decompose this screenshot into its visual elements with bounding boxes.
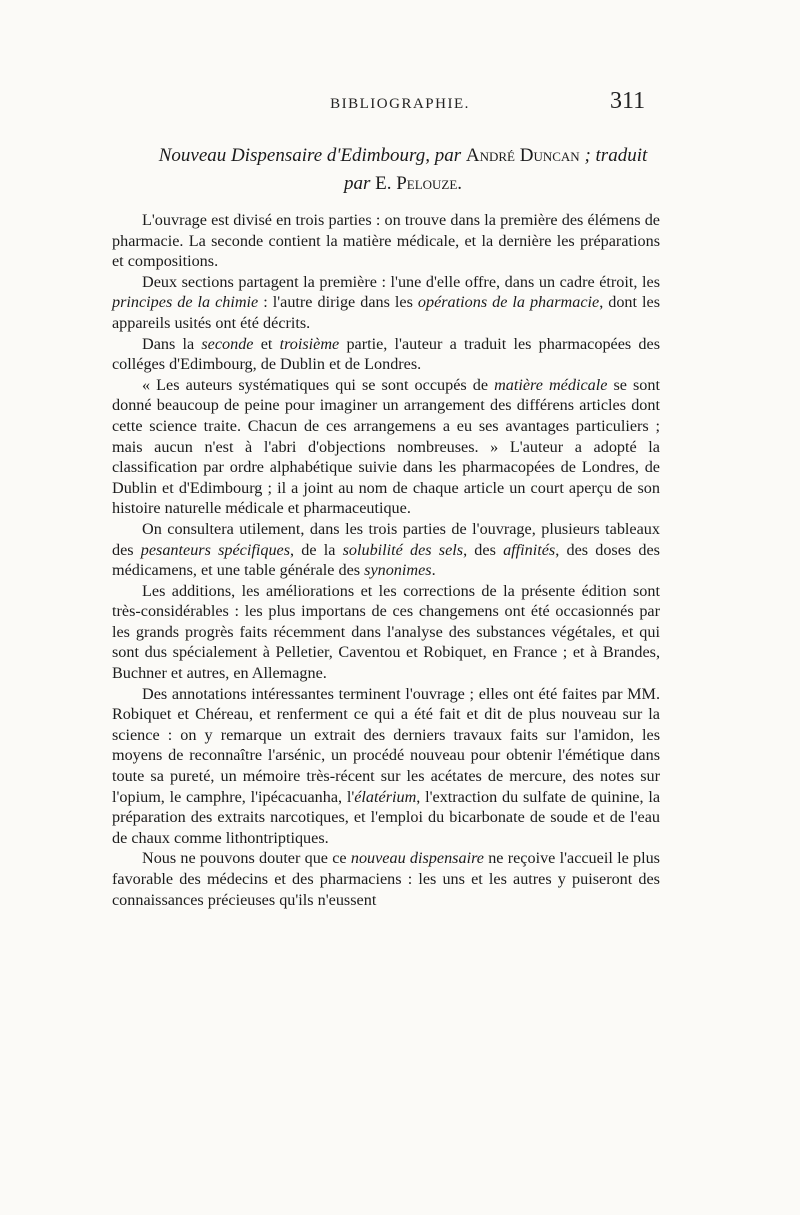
paragraph-3 (112, 334, 660, 375)
title-line-2 (108, 170, 698, 198)
paragraph-text: , dont les appareils usités ont été décrits. (112, 293, 660, 332)
title-line-1 (108, 142, 698, 170)
italic-term: opérations de la pharmacie (417, 293, 600, 312)
paragraph-text: , de la (290, 540, 343, 559)
paragraph-text: « Les auteurs systématiques qui se sont occupés de (142, 375, 495, 394)
paragraph-text: Deux sections partagent la première : l'une d'elle offre, dans un cadre étroit, les (142, 272, 660, 291)
paragraph-5 (112, 519, 660, 581)
title-par: par (343, 173, 376, 194)
article-title (108, 142, 698, 198)
italic-term: synonimes (364, 561, 432, 580)
paragraph-6 (112, 581, 660, 684)
paragraph-text: , l'extraction du sulfate de quinine, la préparation des extraits narcotiques, et l'emploi du bicarbonate de soude et de l'eau de chaux comme lithontriptiques. (112, 787, 660, 847)
paragraph-8 (112, 848, 660, 910)
italic-term: troisième (279, 334, 340, 353)
paragraph-text: , des (463, 540, 504, 559)
paragraph-2 (112, 272, 660, 334)
italic-term: élatérium (354, 787, 417, 806)
paragraph-1 (112, 210, 660, 272)
italic-term: solubilité des sels (342, 540, 464, 559)
running-head: BIBLIOGRAPHIE. (330, 96, 470, 112)
paragraph-text: Nous ne pouvons douter que ce (142, 849, 351, 868)
paragraph-text: Des annotations intéressantes terminent l'ouvrage ; elles ont été faites par MM. Robiquet et Chéreau, et renferment ce qui a été fait et dit de plus nouveau sur la science : on y remarque un extrait des derniers travaux faits sur l'amidon, les moyens de reconnaître l'arsénic, un procédé nouveau pour obtenir l'émétique dans toute sa pureté, un mémoire très-récent sur les acétates de mercure, des notes sur l'opium, le camphre, l'ipécacuanha, l' (112, 684, 660, 806)
page-number: 311 (610, 88, 646, 114)
paragraph-text: Les additions, les améliorations et les corrections de la présente édition sont très-considérables : les plus importans de ces changemens ont été occasionnés par les grands progrès faits récemment dans l'analyse des substances végétales, et qui sont dus spécialement à Pelletier, Caventou et Robiquet, en France ; et à Brandes, Buchner et autres, en Allemagne. (112, 581, 660, 683)
article-body (112, 210, 660, 910)
italic-term: affinités (503, 540, 556, 559)
italic-term: principes de la chimie (112, 293, 259, 312)
title-text: Nouveau Dispensaire d'Edimbourg, par (158, 145, 466, 166)
paragraph-text: et (253, 334, 280, 353)
paragraph-text: se sont donné beaucoup de peine pour imaginer un arrangement des différens articles dont cette science traite. Chacun de ces arrangemens a eu ses avantages particuliers ; mais aucun n'est à l'abri d'objections nombreuses. » L'auteur a adopté la classification par ordre alphabétique suivie dans les pharmacopées de Londres, de Dublin et d'Edimbourg ; il a joint au nom de chaque article un court aperçu de son histoire naturelle médicale et pharmaceutique. (112, 375, 660, 518)
italic-term: pesanteurs spécifiques (140, 540, 291, 559)
italic-term: matière médicale (494, 375, 608, 394)
title-translator: E. Pelouze. (375, 173, 463, 194)
italic-term: nouveau dispensaire (350, 849, 484, 868)
paragraph-text: partie, l'auteur a traduit les pharmacopées des colléges d'Edimbourg, de Dublin et de Londres. (112, 334, 660, 374)
paragraph-text: ne reçoive l'accueil le plus favorable des médecins et des pharmaciens : les uns et les autres y puiseront des connaissances précieuses qu'ils n'eussent (112, 849, 660, 909)
paragraph-text: . (431, 561, 436, 580)
italic-term: seconde (201, 334, 254, 353)
paragraph-4 (112, 375, 660, 519)
paragraph-text: On consultera utilement, dans les trois parties de l'ouvrage, plusieurs tableaux des (112, 519, 660, 559)
paragraph-text: , des doses des médicamens, et une table générale des (112, 540, 660, 580)
title-text-traduit: ; traduit (579, 145, 648, 166)
paragraph-text: : l'autre dirige dans les (258, 293, 418, 312)
paragraph-text: L'ouvrage est divisé en trois parties : on trouve dans la première des élémens de pharmacie. La seconde contient la matière médicale, et la dernière les préparations et compositions. (112, 211, 660, 271)
paragraph-7 (112, 684, 660, 849)
title-author: André Duncan (465, 145, 580, 166)
paragraph-text: Dans la (142, 334, 202, 353)
